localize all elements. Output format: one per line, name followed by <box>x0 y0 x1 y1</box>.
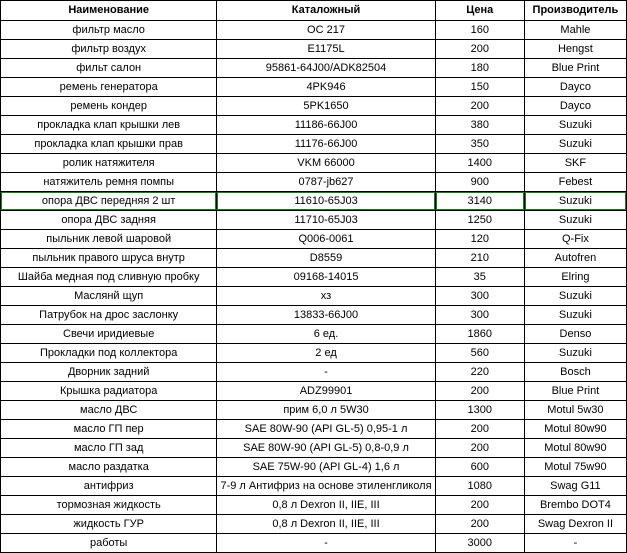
table-row <box>1 268 627 287</box>
cell-price: 300 <box>435 287 524 306</box>
cell-price: 900 <box>435 173 524 192</box>
column-header-catalog: Каталожный <box>217 1 435 21</box>
cell-name: масло раздатка <box>1 458 217 477</box>
cell-catalog: 09168-14015 <box>217 268 435 287</box>
cell-name: масло ДВС <box>1 401 217 420</box>
cell-price: 220 <box>435 363 524 382</box>
table-row <box>1 515 627 534</box>
cell-price: 1860 <box>435 325 524 344</box>
cell-price: 150 <box>435 78 524 97</box>
table-row <box>1 135 627 154</box>
cell-manufacturer: Suzuki <box>524 344 626 363</box>
cell-catalog: прим 6,0 л 5W30 <box>217 401 435 420</box>
table-row <box>1 363 627 382</box>
table-row <box>1 439 627 458</box>
table-row <box>1 534 627 553</box>
cell-manufacturer: Motul 80w90 <box>524 420 626 439</box>
cell-price: 200 <box>435 382 524 401</box>
cell-price: 1250 <box>435 211 524 230</box>
column-header-manufacturer: Производитель <box>524 1 626 21</box>
cell-manufacturer: Mahle <box>524 21 626 40</box>
cell-name: Дворник задний <box>1 363 217 382</box>
cell-price: 1080 <box>435 477 524 496</box>
table-row <box>1 97 627 116</box>
cell-manufacturer: Motul 5w30 <box>524 401 626 420</box>
table-row <box>1 40 627 59</box>
cell-name: прокладка клап крышки прав <box>1 135 217 154</box>
cell-name: опора ДВС задняя <box>1 211 217 230</box>
table-row <box>1 458 627 477</box>
table-row <box>1 211 627 230</box>
table-row <box>1 306 627 325</box>
table-row <box>1 287 627 306</box>
cell-manufacturer: Suzuki <box>524 211 626 230</box>
table-header-row <box>1 1 627 21</box>
cell-manufacturer: Swag Dexron II <box>524 515 626 534</box>
cell-catalog: 13833-66J00 <box>217 306 435 325</box>
table-row <box>1 249 627 268</box>
table-row <box>1 477 627 496</box>
cell-name: Крышка радиатора <box>1 382 217 401</box>
cell-catalog: 5PK1650 <box>217 97 435 116</box>
table-row <box>1 154 627 173</box>
cell-manufacturer: Dayco <box>524 78 626 97</box>
cell-name: Патрубок на дрос заслонку <box>1 306 217 325</box>
cell-catalog: хз <box>217 287 435 306</box>
cell-catalog: 11176-66J00 <box>217 135 435 154</box>
table-row <box>1 382 627 401</box>
cell-name: пыльник левой шаровой <box>1 230 217 249</box>
table-row <box>1 420 627 439</box>
cell-price: 1300 <box>435 401 524 420</box>
cell-price: 200 <box>435 40 524 59</box>
cell-catalog: VKM 66000 <box>217 154 435 173</box>
cell-price: 200 <box>435 97 524 116</box>
cell-manufacturer: Suzuki <box>524 116 626 135</box>
cell-catalog: SAE 80W-90 (API GL-5) 0,8-0,9 л <box>217 439 435 458</box>
cell-manufacturer: Brembo DOT4 <box>524 496 626 515</box>
cell-catalog: 0,8 л Dexron II, IIE, III <box>217 515 435 534</box>
cell-manufacturer: Hengst <box>524 40 626 59</box>
cell-manufacturer: SKF <box>524 154 626 173</box>
cell-price: 1400 <box>435 154 524 173</box>
cell-catalog: 0,8 л Dexron II, IIE, III <box>217 496 435 515</box>
cell-price: 3140 <box>435 192 524 211</box>
cell-manufacturer: Motul 80w90 <box>524 439 626 458</box>
cell-name: пыльник правого шруса внутр <box>1 249 217 268</box>
cell-price: 35 <box>435 268 524 287</box>
cell-manufacturer: Blue Print <box>524 59 626 78</box>
cell-name: тормозная жидкость <box>1 496 217 515</box>
cell-catalog: OC 217 <box>217 21 435 40</box>
table-row <box>1 192 627 211</box>
column-header-price: Цена <box>435 1 524 21</box>
cell-name: жидкость ГУР <box>1 515 217 534</box>
cell-manufacturer: Febest <box>524 173 626 192</box>
cell-catalog: ADZ99901 <box>217 382 435 401</box>
cell-catalog: 11710-65J03 <box>217 211 435 230</box>
table-row <box>1 230 627 249</box>
table-row <box>1 496 627 515</box>
cell-name: ремень генератора <box>1 78 217 97</box>
cell-price: 200 <box>435 515 524 534</box>
cell-price: 180 <box>435 59 524 78</box>
cell-catalog: 0787-jb627 <box>217 173 435 192</box>
cell-name: прокладка клап крышки лев <box>1 116 217 135</box>
cell-manufacturer: Suzuki <box>524 306 626 325</box>
cell-name: Свечи иридиевые <box>1 325 217 344</box>
cell-name: работы <box>1 534 217 553</box>
table-row <box>1 401 627 420</box>
table-body <box>1 21 627 553</box>
cell-catalog: 4PK946 <box>217 78 435 97</box>
table-row <box>1 116 627 135</box>
cell-name: Шайба медная под сливную пробку <box>1 268 217 287</box>
column-header-name: Наименование <box>1 1 217 21</box>
cell-manufacturer: Swag G11 <box>524 477 626 496</box>
cell-manufacturer: Elring <box>524 268 626 287</box>
cell-price: 3000 <box>435 534 524 553</box>
cell-manufacturer: Bosch <box>524 363 626 382</box>
cell-name: антифриз <box>1 477 217 496</box>
cell-price: 300 <box>435 306 524 325</box>
table-row <box>1 59 627 78</box>
cell-name: фильт салон <box>1 59 217 78</box>
cell-manufacturer: Autofren <box>524 249 626 268</box>
cell-name: ремень кондер <box>1 97 217 116</box>
cell-catalog: Q006-0061 <box>217 230 435 249</box>
cell-price: 200 <box>435 439 524 458</box>
cell-price: 120 <box>435 230 524 249</box>
cell-manufacturer: - <box>524 534 626 553</box>
cell-catalog: SAE 80W-90 (API GL-5) 0,95-1 л <box>217 420 435 439</box>
cell-name: масло ГП пер <box>1 420 217 439</box>
table-row <box>1 325 627 344</box>
cell-catalog: - <box>217 534 435 553</box>
cell-catalog: - <box>217 363 435 382</box>
cell-catalog: SAE 75W-90 (API GL-4) 1,6 л <box>217 458 435 477</box>
cell-price: 560 <box>435 344 524 363</box>
cell-manufacturer: Suzuki <box>524 287 626 306</box>
cell-name: Маслянй щуп <box>1 287 217 306</box>
cell-manufacturer: Q-Fix <box>524 230 626 249</box>
cell-name: Прокладки под коллектора <box>1 344 217 363</box>
cell-price: 200 <box>435 496 524 515</box>
cell-catalog: D8559 <box>217 249 435 268</box>
cell-manufacturer: Suzuki <box>524 135 626 154</box>
cell-manufacturer: Dayco <box>524 97 626 116</box>
cell-name: ролик натяжителя <box>1 154 217 173</box>
cell-price: 380 <box>435 116 524 135</box>
cell-price: 210 <box>435 249 524 268</box>
cell-catalog: 11610-65J03 <box>217 192 435 211</box>
table-row <box>1 344 627 363</box>
cell-name: масло ГП зад <box>1 439 217 458</box>
cell-manufacturer: Suzuki <box>524 192 626 211</box>
table-row <box>1 21 627 40</box>
cell-catalog: 95861-64J00/ADK82504 <box>217 59 435 78</box>
table-row <box>1 173 627 192</box>
cell-catalog: 2 ед <box>217 344 435 363</box>
cell-catalog: 7-9 л Антифриз на основе этиленгликоля <box>217 477 435 496</box>
cell-price: 600 <box>435 458 524 477</box>
cell-catalog: 11186-66J00 <box>217 116 435 135</box>
cell-manufacturer: Denso <box>524 325 626 344</box>
cell-price: 200 <box>435 420 524 439</box>
table-row <box>1 78 627 97</box>
cell-manufacturer: Motul 75w90 <box>524 458 626 477</box>
cell-name: натяжитель ремня помпы <box>1 173 217 192</box>
cell-name: фильтр масло <box>1 21 217 40</box>
cell-price: 350 <box>435 135 524 154</box>
cell-name: опора ДВС передняя 2 шт <box>1 192 217 211</box>
cell-catalog: E1175L <box>217 40 435 59</box>
cell-manufacturer: Blue Print <box>524 382 626 401</box>
cell-catalog: 6 ед. <box>217 325 435 344</box>
cell-price: 160 <box>435 21 524 40</box>
cell-name: фильтр воздух <box>1 40 217 59</box>
